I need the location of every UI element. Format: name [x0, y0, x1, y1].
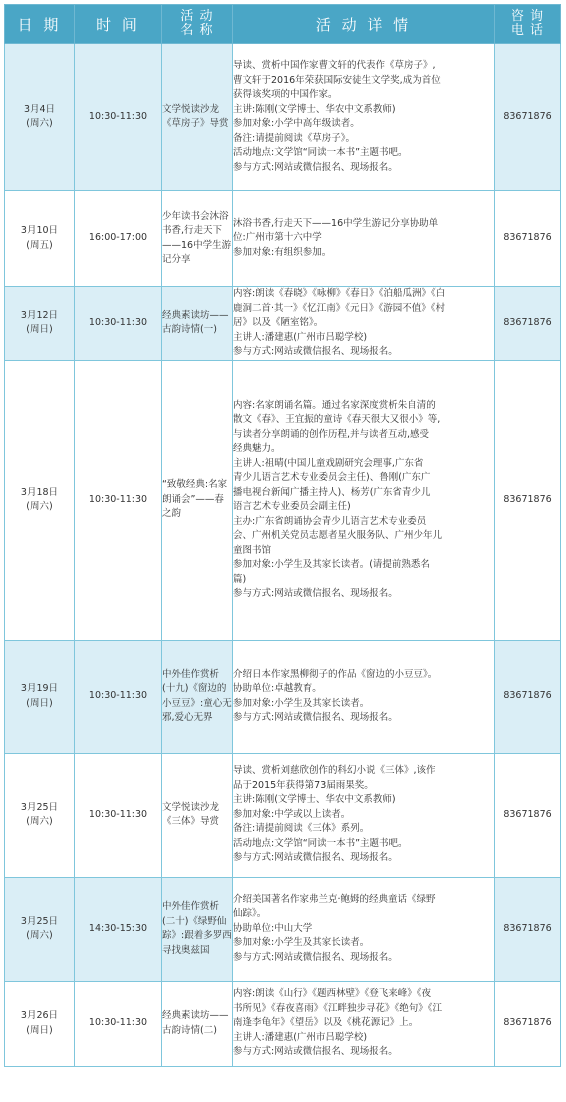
- detail-line: 获得该奖项的中国作家。: [233, 89, 338, 100]
- activity-detail-cell: [233, 981, 495, 1066]
- date-cell: [5, 191, 75, 287]
- detail-line: 内容:朗读《山行》《题西林壁》《登飞来峰》《夜: [233, 988, 431, 1000]
- date-cell: [5, 287, 75, 361]
- detail-line: 参与方式:网站或微信报名、现场报名。: [233, 852, 398, 864]
- date-text: 3月25日: [20, 801, 59, 813]
- activity-name-cell: “致敬经典:名家朗诵会”——春之韵: [162, 360, 233, 640]
- phone-cell: 83671876: [495, 640, 561, 753]
- detail-line: 参加对象:小学生及其家长读者。: [233, 937, 370, 949]
- date-text: 3月4日: [23, 103, 56, 115]
- weekday-text: (周六): [26, 930, 53, 941]
- detail-line: 内容:名家朗诵名篇。通过名家深度赏析朱自清的: [233, 399, 436, 411]
- detail-line: 青少儿语言艺术专业委员会主任)、鲁刚(广东广: [233, 472, 431, 483]
- activity-detail-cell: [233, 360, 495, 640]
- time-cell: 10:30-11:30: [75, 753, 162, 877]
- activity-name-cell: 中外佳作赏析(二十)《绿野仙踪》:跟着多罗西寻找奥兹国: [162, 877, 233, 981]
- activity-detail-cell: [233, 640, 495, 753]
- table-row: [5, 640, 561, 753]
- detail-line: 居》以及《陋室铭》。: [233, 317, 324, 328]
- time-cell: 10:30-11:30: [75, 44, 162, 191]
- date-text: 3月10日: [20, 225, 59, 236]
- detail-line: 会、广州机关党员志愿者星火服务队、广州少年儿: [233, 530, 443, 541]
- detail-line: 参加对象:小学中高年级读者。: [233, 118, 360, 129]
- detail-line: 曹文轩于2016年荣获国际安徒生文学奖,成为首位: [233, 74, 441, 86]
- activity-name-cell: 经典素读坊——古韵诗情(一): [162, 287, 233, 361]
- detail-line: 语言艺术专业委员会副主任): [233, 501, 351, 512]
- phone-cell: 83671876: [495, 753, 561, 877]
- weekday-text: (周六): [26, 816, 53, 827]
- phone-cell: 83671876: [495, 191, 561, 287]
- activity-name-cell: 少年读书会沐浴书香,行走天下——16中学生游记分享: [162, 191, 233, 287]
- time-cell: 10:30-11:30: [75, 981, 162, 1066]
- detail-line: 主讲:陈刚(文学博士、华农中文系教师): [233, 794, 396, 806]
- activity-detail-cell: [233, 191, 495, 287]
- weekday-text: (周日): [26, 324, 53, 336]
- activity-detail-cell: [233, 877, 495, 981]
- detail-line: 备注:请提前阅读《三体》系列。: [233, 823, 370, 835]
- activity-detail-cell: [233, 753, 495, 877]
- weekday-text: (周日): [26, 697, 53, 709]
- detail-line: 介绍日本作家黑柳彻子的作品《窗边的小豆豆》。: [233, 668, 438, 680]
- detail-line: 参与方式:网站或微信报名、现场报名。: [233, 712, 398, 723]
- time-cell: 10:30-11:30: [75, 360, 162, 640]
- detail-line: 南逢李龟年》《望岳》以及《桃花源记》上。: [233, 1017, 419, 1029]
- date-text: 3月18日: [20, 486, 59, 498]
- time-cell: 14:30-15:30: [75, 877, 162, 981]
- date-cell: [5, 44, 75, 191]
- table-row: [5, 753, 561, 877]
- detail-line: 协助单位:卓越教育。: [233, 683, 322, 694]
- detail-line: 参与方式:网站或微信报名、现场报名。: [233, 346, 398, 357]
- activity-detail-cell: [233, 287, 495, 361]
- detail-line: 散文《春》、王宜振的童诗《春天很大又很小》等,: [233, 414, 441, 425]
- detail-line: 篇): [233, 573, 247, 585]
- header-phone: [495, 5, 561, 44]
- header-phone-line2: 电 话: [510, 23, 545, 38]
- date-text: 3月19日: [20, 683, 59, 694]
- date-cell: [5, 753, 75, 877]
- time-cell: 16:00-17:00: [75, 191, 162, 287]
- activity-name-cell: 文学悦读沙龙《草房子》导赏: [162, 44, 233, 191]
- phone-cell: 83671876: [495, 981, 561, 1066]
- weekday-text: (周日): [26, 1024, 53, 1036]
- table-header-row: [5, 5, 561, 44]
- weekday-text: (周六): [26, 118, 53, 129]
- weekday-text: (周五): [26, 239, 53, 251]
- detail-line: 参与方式:网站或微信报名、现场报名。: [233, 588, 398, 599]
- detail-line: 备注:请提前阅读《草房子》。: [233, 132, 355, 144]
- detail-line: 播电视台新闻广播主持人)、杨芳(广东省青少儿: [233, 486, 431, 498]
- activity-name-cell: 文学悦读沙龙《三体》导赏: [162, 753, 233, 877]
- table-row: [5, 877, 561, 981]
- detail-line: 经典魅力。: [233, 443, 281, 454]
- table-row: [5, 44, 561, 191]
- detail-line: 参加对象:有组织参加。: [233, 246, 332, 258]
- phone-cell: 83671876: [495, 44, 561, 191]
- detail-line: 协助单位:中山大学: [233, 922, 313, 934]
- detail-line: 参与方式:网站或微信报名、现场报名。: [233, 951, 398, 963]
- phone-cell: 83671876: [495, 877, 561, 981]
- table-row: [5, 981, 561, 1066]
- header-activity-name: [162, 5, 233, 44]
- detail-line: 主讲人:潘建惠(广州市吕聪学校): [233, 331, 368, 343]
- detail-line: 参加对象:小学生及其家长读者。: [233, 697, 370, 709]
- activity-detail-cell: [233, 44, 495, 191]
- date-cell: [5, 360, 75, 640]
- detail-line: 内容:朗读《春晓》《咏柳》《春日》《泊船瓜洲》《白: [233, 288, 446, 299]
- activity-name-cell: 经典素读坊——古韵诗情(二): [162, 981, 233, 1066]
- header-time: 时 间: [75, 5, 162, 44]
- detail-line: 参与方式:网站或微信报名、现场报名。: [233, 1046, 398, 1058]
- header-phone-line1: 咨 询: [510, 9, 545, 24]
- date-text: 3月25日: [20, 915, 59, 927]
- detail-line: 仙踪》。: [233, 908, 267, 920]
- header-date: 日 期: [5, 5, 75, 44]
- table-row: [5, 191, 561, 287]
- detail-line: 书所见》《春夜喜雨》《江畔独步寻花》《绝句》《江: [233, 1002, 443, 1014]
- date-text: 3月26日: [20, 1010, 59, 1021]
- time-cell: 10:30-11:30: [75, 287, 162, 361]
- detail-line: 位:广州市第十六中学: [233, 232, 322, 244]
- detail-line: 童图书馆: [233, 544, 272, 556]
- detail-line: 介绍美国著名作家弗兰克·鲍姆的经典童话《绿野: [233, 893, 436, 905]
- detail-line: 鹿洞二首·其一》《忆江南》《元日》《游园不值》《村: [233, 302, 446, 314]
- detail-line: 参加对象:小学生及其家长读者。(请提前熟悉名: [233, 559, 430, 570]
- header-activity-detail: 活 动 详 情: [233, 5, 495, 44]
- activity-name-cell: 中外佳作赏析(十九)《窗边的小豆豆》:童心无邪,爱心无界: [162, 640, 233, 753]
- time-cell: 10:30-11:30: [75, 640, 162, 753]
- activity-schedule-table: [4, 4, 561, 1067]
- detail-line: 导读、赏析中国作家曹文轩的代表作《草房子》,: [233, 60, 436, 71]
- header-activity-name-line2: 名 称: [180, 23, 214, 38]
- weekday-text: (周六): [26, 501, 53, 512]
- phone-cell: 83671876: [495, 360, 561, 640]
- phone-cell: 83671876: [495, 287, 561, 361]
- detail-line: 主讲:陈刚(文学博士、华农中文系教师): [233, 103, 396, 115]
- date-cell: [5, 640, 75, 753]
- detail-line: 主办:广东省朗诵协会青少儿语言艺术专业委员: [233, 515, 427, 527]
- table-row: [5, 360, 561, 640]
- date-cell: [5, 877, 75, 981]
- detail-line: 导读、赏析刘慈欣创作的科幻小说《三体》,该作: [233, 765, 436, 777]
- detail-line: 主讲人:潘建惠(广州市吕聪学校): [233, 1031, 368, 1043]
- detail-line: 沐浴书香,行走天下——16中学生游记分享协助单: [233, 217, 439, 229]
- detail-line: 活动地点:文学馆“同读一本书”主题书吧。: [233, 837, 408, 849]
- table-row: [5, 287, 561, 361]
- header-activity-name-line1: 活 动: [180, 9, 214, 24]
- detail-line: 品于2015年获得第73届雨果奖。: [233, 779, 374, 791]
- detail-line: 参加对象:中学或以上读者。: [233, 808, 351, 820]
- detail-line: 与读者分享朗诵的创作历程,并与读者互动,感受: [233, 428, 430, 440]
- detail-line: 主讲人:祖晴(中国儿童戏剧研究会理事,广东省: [233, 457, 424, 469]
- date-cell: [5, 981, 75, 1066]
- date-text: 3月12日: [20, 309, 59, 321]
- detail-line: 活动地点:文学馆“同读一本书”主题书吧。: [233, 147, 408, 158]
- detail-line: 参与方式:网站或微信报名、现场报名。: [233, 161, 398, 173]
